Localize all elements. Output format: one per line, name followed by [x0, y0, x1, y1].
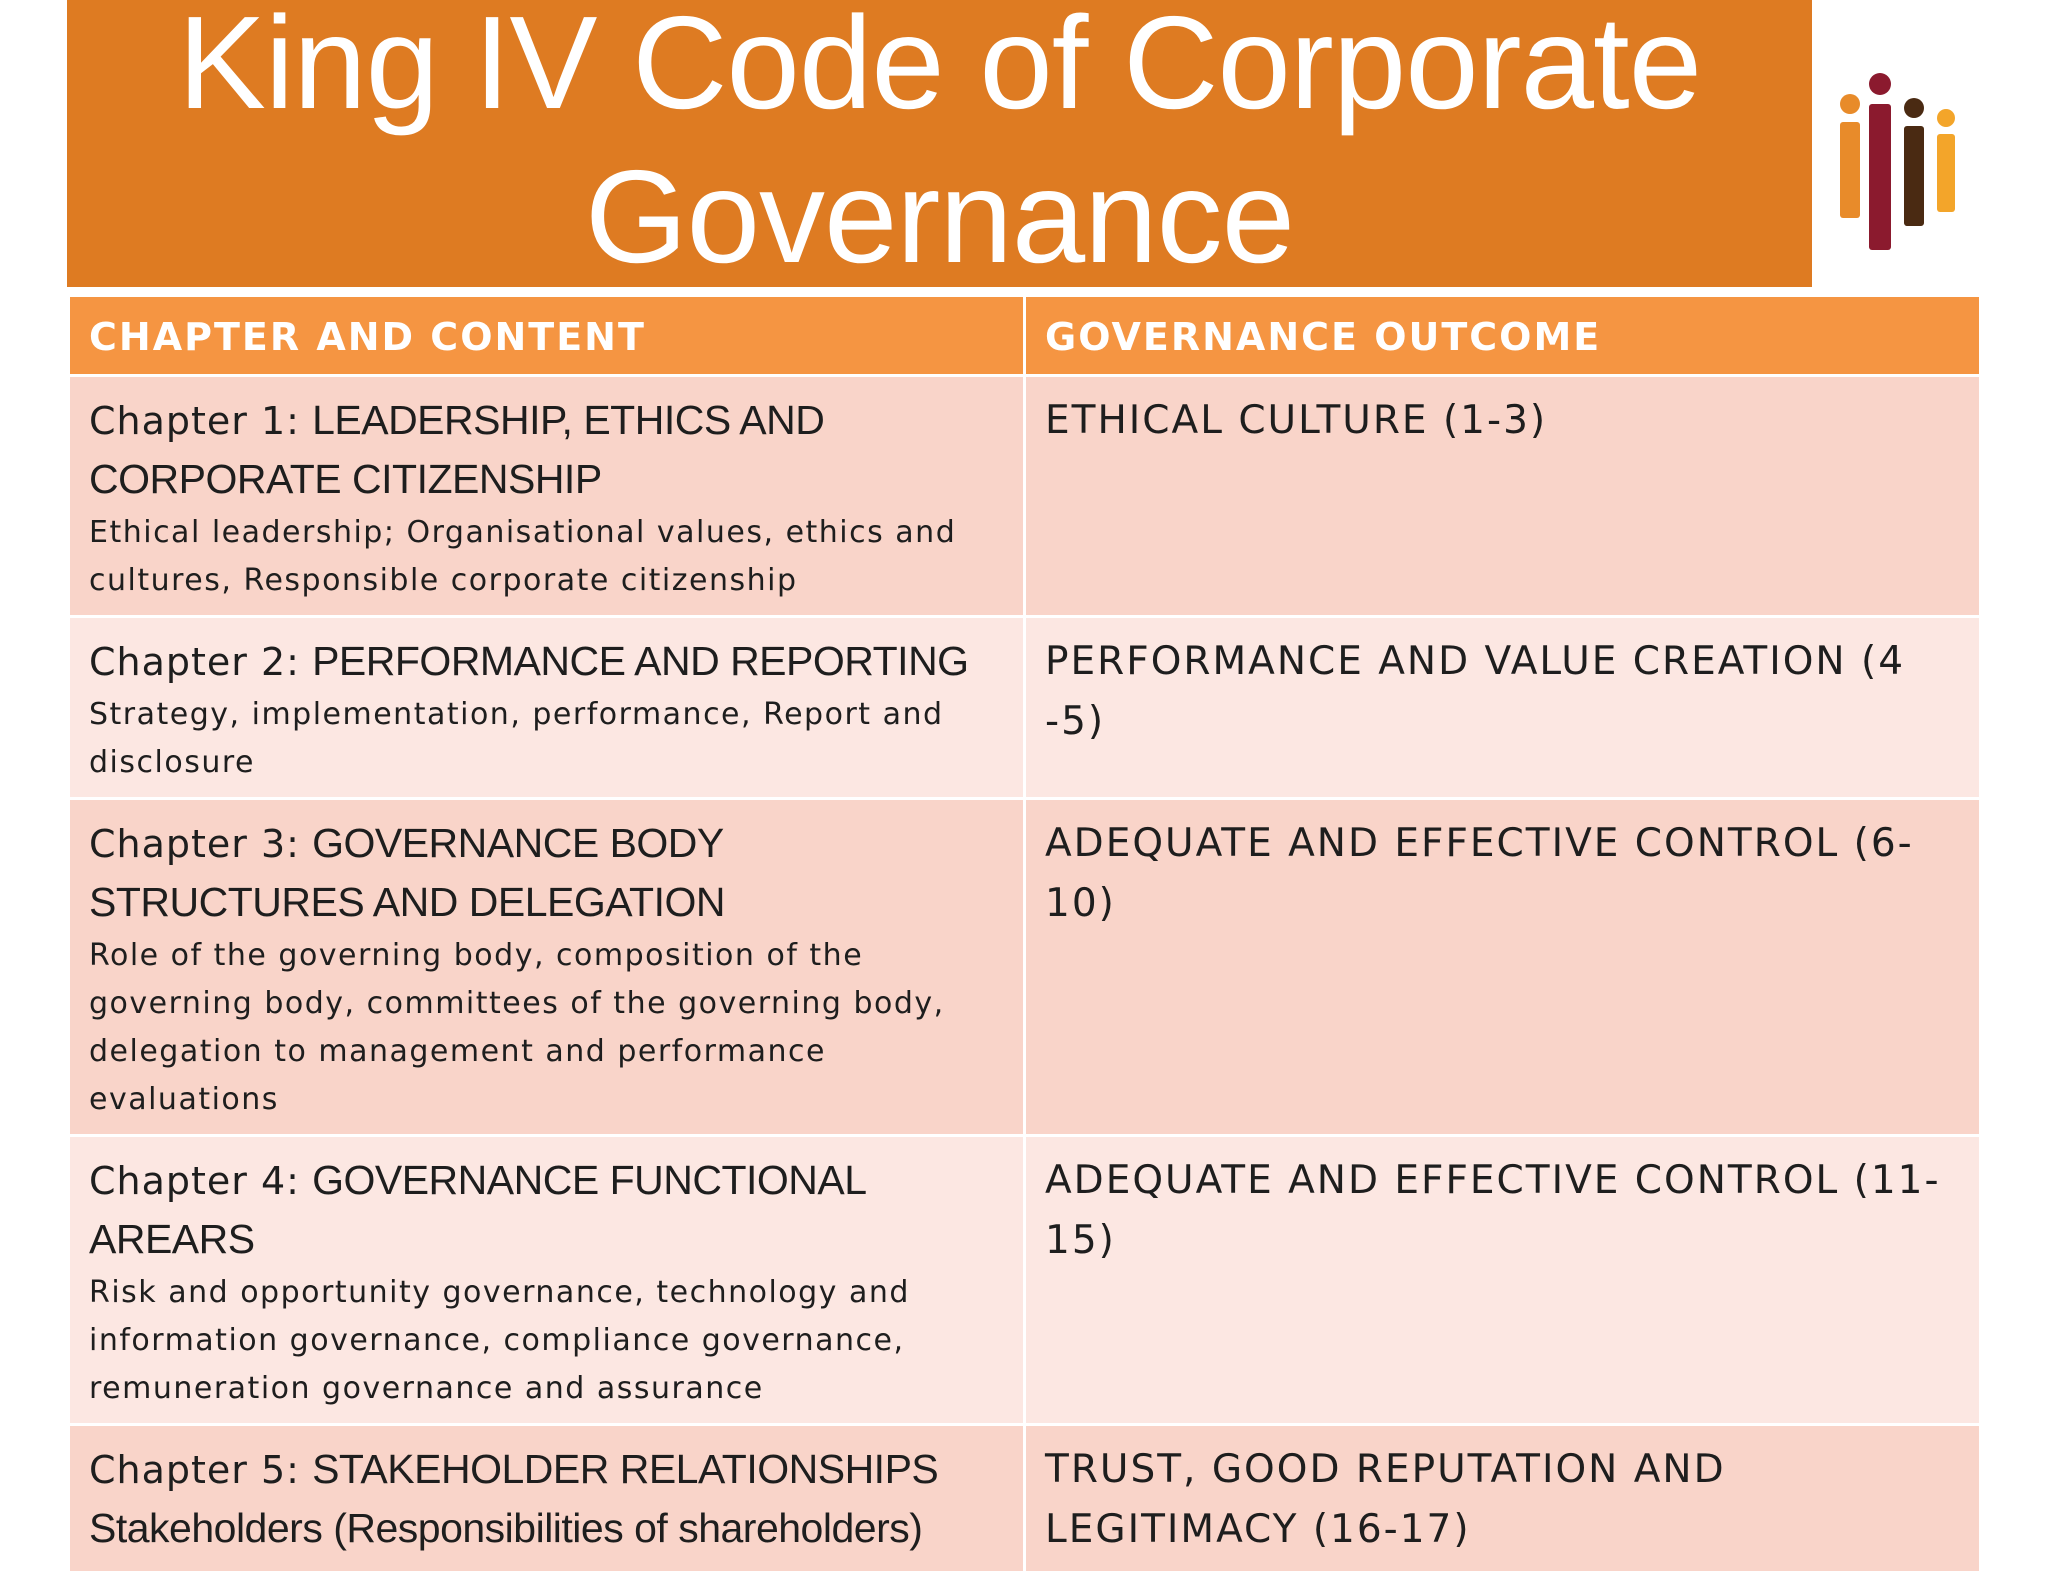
outcome-cell — [1025, 799, 1981, 1136]
table-row — [69, 1425, 1981, 1573]
chapter-heading — [89, 814, 1004, 932]
table-row — [69, 1136, 1981, 1425]
outcome-cell — [1025, 1425, 1981, 1573]
chapter-description: Stakeholders (Responsibilities of shareholders) — [89, 1505, 923, 1551]
chapter-number: Chapter 2: — [89, 640, 300, 684]
title-line-1: King IV Code of Corporate — [177, 0, 1702, 136]
chapter-heading — [89, 1440, 1004, 1499]
chapter-description: Role of the governing body, composition of the governing body, committees of the governing body, delegation to management and performance evaluations — [89, 938, 945, 1117]
title-line-2: Governance — [584, 142, 1295, 290]
chapter-number: Chapter 3: — [89, 822, 300, 866]
people-figures-logo-icon — [1836, 72, 1966, 252]
chapter-title: LEADERSHIP, ETHICS AND CORPORATE CITIZENSHIP — [89, 397, 825, 502]
chapter-title: GOVERNANCE FUNCTIONAL AREARS — [89, 1157, 866, 1262]
chapter-title: GOVERNANCE BODY STRUCTURES AND DELEGATION — [89, 820, 725, 925]
outcome-cell — [1025, 376, 1981, 617]
governance-outcome: PERFORMANCE AND VALUE CREATION (4 -5) — [1045, 639, 1906, 744]
outcome-cell — [1025, 617, 1981, 799]
title-banner — [67, 0, 1812, 290]
governance-outcome: ADEQUATE AND EFFECTIVE CONTROL (6-10) — [1045, 821, 1914, 926]
chapter-number: Chapter 1: — [89, 399, 300, 443]
chapter-heading — [89, 391, 1004, 509]
column-header-chapter: CHAPTER AND CONTENT — [69, 296, 1025, 376]
table-row — [69, 799, 1981, 1136]
chapter-number: Chapter 4: — [89, 1159, 300, 1203]
governance-outcome: ADEQUATE AND EFFECTIVE CONTROL (11- 15) — [1045, 1158, 1941, 1263]
table-row — [69, 376, 1981, 617]
page-title — [120, 0, 1760, 294]
chapter-title: STAKEHOLDER RELATIONSHIPS — [312, 1446, 939, 1492]
chapter-cell — [69, 1425, 1025, 1573]
chapter-heading — [89, 1151, 1004, 1269]
table-row — [69, 617, 1981, 799]
chapter-title: PERFORMANCE AND REPORTING — [312, 638, 969, 684]
chapter-cell — [69, 376, 1025, 617]
chapter-description: Strategy, implementation, performance, Report and disclosure — [89, 697, 944, 780]
column-header-outcome: GOVERNANCE OUTCOME — [1025, 296, 1981, 376]
chapter-description: Ethical leadership; Organisational values, ethics and cultures, Responsible corporate citizenship — [89, 515, 957, 598]
chapter-cell — [69, 799, 1025, 1136]
chapter-cell — [69, 1136, 1025, 1425]
chapter-heading — [89, 632, 1004, 691]
outcome-cell — [1025, 1136, 1981, 1425]
table-header-row — [69, 296, 1981, 376]
governance-outcome: TRUST, GOOD REPUTATION AND LEGITIMACY (16-17) — [1045, 1447, 1726, 1552]
governance-table — [67, 294, 1982, 1574]
chapter-cell — [69, 617, 1025, 799]
chapter-description: Risk and opportunity governance, technology and information governance, compliance governance, remuneration governance and assurance — [89, 1275, 910, 1406]
governance-outcome: ETHICAL CULTURE (1-3) — [1045, 398, 1548, 443]
chapter-number: Chapter 5: — [89, 1448, 300, 1492]
